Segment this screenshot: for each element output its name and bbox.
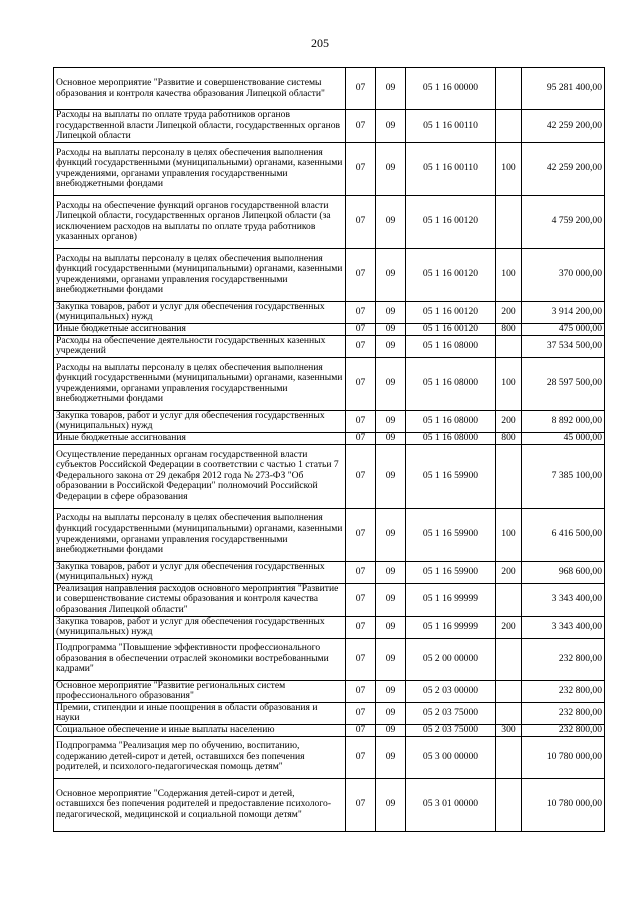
table-row: [54, 583, 605, 616]
table-row: [54, 142, 605, 195]
row-subsection: 09: [376, 561, 406, 583]
row-section: 07: [346, 616, 376, 638]
table-row: [54, 736, 605, 778]
row-expense-type: 300: [496, 725, 522, 737]
row-expense-type: 200: [496, 410, 522, 432]
row-amount: 968 600,00: [522, 561, 605, 583]
row-section: 07: [346, 725, 376, 737]
row-target-article: 05 1 16 00120: [406, 301, 496, 323]
table-row: [54, 323, 605, 335]
row-amount: 232 800,00: [522, 725, 605, 737]
row-section: 07: [346, 248, 376, 301]
table-row: [54, 68, 605, 110]
row-subsection: 09: [376, 616, 406, 638]
row-section: 07: [346, 68, 376, 110]
row-subsection: 09: [376, 323, 406, 335]
row-amount: 3 914 200,00: [522, 301, 605, 323]
row-target-article: 05 2 03 75000: [406, 702, 496, 724]
table-row: [54, 725, 605, 737]
row-amount: 7 385 100,00: [522, 444, 605, 508]
row-subsection: 09: [376, 725, 406, 737]
row-target-article: 05 3 00 00000: [406, 736, 496, 778]
row-expense-type: [496, 638, 522, 680]
row-subsection: 09: [376, 410, 406, 432]
row-name: Расходы на выплаты персоналу в целях обеспечения выполнения функций государственными (муниципальными) органами, казенными учреждениями, органами управления государственными внебюджетными фондами: [54, 248, 346, 301]
table-row: [54, 508, 605, 561]
row-name: Реализация направления расходов основного мероприятия "Развитие и совершенствование системы образования и контроля качества образования Липецкой области": [54, 583, 346, 616]
row-target-article: 05 1 16 08000: [406, 432, 496, 444]
row-target-article: 05 1 16 08000: [406, 335, 496, 357]
row-name: Основное мероприятие "Развитие региональных систем профессионального образования": [54, 680, 346, 702]
row-section: 07: [346, 702, 376, 724]
row-name: Основное мероприятие "Содержания детей-сирот и детей, оставшихся без попечения родителей и предоставление психолого-педагогической, медицинской и социальной помощи детям": [54, 778, 346, 831]
row-expense-type: [496, 680, 522, 702]
row-expense-type: 200: [496, 616, 522, 638]
row-amount: 28 597 500,00: [522, 357, 605, 410]
row-expense-type: [496, 736, 522, 778]
row-name: Подпрограмма "Реализация мер по обучению, воспитанию, содержанию детей-сирот и детей, оставшихся без попечения родителей, и психолого-педагогическая помощь детям": [54, 736, 346, 778]
row-target-article: 05 1 16 00110: [406, 110, 496, 143]
row-section: 07: [346, 410, 376, 432]
row-subsection: 09: [376, 638, 406, 680]
row-name: Подпрограмма "Повышение эффективности профессионального образования в обеспечении отраслей экономики востребованными кадрами": [54, 638, 346, 680]
table-row: [54, 616, 605, 638]
row-section: 07: [346, 301, 376, 323]
row-name: Расходы на выплаты по оплате труда работников органов государственной власти Липецкой области, государственных органов Липецкой области: [54, 110, 346, 143]
row-section: 07: [346, 680, 376, 702]
row-subsection: 09: [376, 444, 406, 508]
table-row: [54, 335, 605, 357]
row-name: Осуществление переданных органам государственной власти субъектов Российской Федерации в соответствии с частью 1 статьи 7 Федерального закона от 29 декабря 2012 года № 273-ФЗ "Об образовании в Российской Федерации" полномочий Российской Федерации в сфере образования: [54, 444, 346, 508]
table-row: [54, 410, 605, 432]
row-subsection: 09: [376, 680, 406, 702]
row-amount: 42 259 200,00: [522, 142, 605, 195]
row-target-article: 05 1 16 00120: [406, 323, 496, 335]
row-section: 07: [346, 357, 376, 410]
row-expense-type: [496, 68, 522, 110]
row-expense-type: 800: [496, 432, 522, 444]
row-section: 07: [346, 323, 376, 335]
row-section: 07: [346, 110, 376, 143]
row-amount: 4 759 200,00: [522, 195, 605, 248]
row-subsection: 09: [376, 142, 406, 195]
row-target-article: 05 1 16 00120: [406, 248, 496, 301]
row-target-article: 05 2 00 00000: [406, 638, 496, 680]
row-subsection: 09: [376, 301, 406, 323]
budget-table: [53, 67, 605, 832]
row-subsection: 09: [376, 335, 406, 357]
row-target-article: 05 1 16 00120: [406, 195, 496, 248]
row-name: Социальное обеспечение и иные выплаты населению: [54, 725, 346, 737]
row-target-article: 05 1 16 59900: [406, 561, 496, 583]
row-subsection: 09: [376, 68, 406, 110]
row-amount: 10 780 000,00: [522, 736, 605, 778]
table-row: [54, 702, 605, 724]
row-amount: 45 000,00: [522, 432, 605, 444]
row-section: 07: [346, 444, 376, 508]
row-name: Расходы на выплаты персоналу в целях обеспечения выполнения функций государственными (муниципальными) органами, казенными учреждениями, органами управления государственными внебюджетными фондами: [54, 142, 346, 195]
row-section: 07: [346, 142, 376, 195]
row-expense-type: [496, 702, 522, 724]
row-expense-type: [496, 195, 522, 248]
row-expense-type: [496, 110, 522, 143]
row-expense-type: 800: [496, 323, 522, 335]
row-subsection: 09: [376, 508, 406, 561]
row-target-article: 05 1 16 00000: [406, 68, 496, 110]
row-target-article: 05 1 16 59900: [406, 444, 496, 508]
row-expense-type: 200: [496, 561, 522, 583]
row-amount: 37 534 500,00: [522, 335, 605, 357]
row-target-article: 05 2 03 75000: [406, 725, 496, 737]
row-amount: 3 343 400,00: [522, 616, 605, 638]
row-subsection: 09: [376, 778, 406, 831]
row-target-article: 05 2 03 00000: [406, 680, 496, 702]
row-target-article: 05 1 16 99999: [406, 583, 496, 616]
row-subsection: 09: [376, 583, 406, 616]
row-expense-type: [496, 778, 522, 831]
row-section: 07: [346, 195, 376, 248]
row-name: Расходы на обеспечение деятельности государственных казенных учреждений: [54, 335, 346, 357]
row-amount: 10 780 000,00: [522, 778, 605, 831]
row-target-article: 05 1 16 59900: [406, 508, 496, 561]
row-expense-type: 100: [496, 142, 522, 195]
row-name: Иные бюджетные ассигнования: [54, 432, 346, 444]
row-section: 07: [346, 432, 376, 444]
row-amount: 3 343 400,00: [522, 583, 605, 616]
row-section: 07: [346, 778, 376, 831]
row-expense-type: [496, 444, 522, 508]
row-expense-type: 200: [496, 301, 522, 323]
row-section: 07: [346, 508, 376, 561]
row-amount: 6 416 500,00: [522, 508, 605, 561]
row-name: Расходы на обеспечение функций органов государственной власти Липецкой области, государственных органов Липецкой области (за исключением расходов на выплаты по оплате труда работников указанных органов): [54, 195, 346, 248]
row-expense-type: [496, 583, 522, 616]
row-subsection: 09: [376, 702, 406, 724]
table-row: [54, 680, 605, 702]
table-row: [54, 638, 605, 680]
row-amount: 8 892 000,00: [522, 410, 605, 432]
table-row: [54, 444, 605, 508]
row-name: Закупка товаров, работ и услуг для обеспечения государственных (муниципальных) нужд: [54, 616, 346, 638]
table-row: [54, 301, 605, 323]
row-amount: 232 800,00: [522, 638, 605, 680]
table-row: [54, 248, 605, 301]
row-amount: 232 800,00: [522, 680, 605, 702]
table-row: [54, 432, 605, 444]
row-expense-type: 100: [496, 248, 522, 301]
row-amount: 370 000,00: [522, 248, 605, 301]
row-name: Основное мероприятие "Развитие и совершенствование системы образования и контроля качества образования Липецкой области": [54, 68, 346, 110]
row-subsection: 09: [376, 736, 406, 778]
row-amount: 42 259 200,00: [522, 110, 605, 143]
row-name: Расходы на выплаты персоналу в целях обеспечения выполнения функций государственными (муниципальными) органами, казенными учреждениями, органами управления государственными внебюджетными фондами: [54, 357, 346, 410]
row-amount: 95 281 400,00: [522, 68, 605, 110]
row-name: Иные бюджетные ассигнования: [54, 323, 346, 335]
row-name: Закупка товаров, работ и услуг для обеспечения государственных (муниципальных) нужд: [54, 561, 346, 583]
row-subsection: 09: [376, 432, 406, 444]
row-name: Премии, стипендии и иные поощрения в области образования и науки: [54, 702, 346, 724]
page-number: 205: [311, 36, 329, 50]
row-name: Расходы на выплаты персоналу в целях обеспечения выполнения функций государственными (муниципальными) органами, казенными учреждениями, органами управления государственными внебюджетными фондами: [54, 508, 346, 561]
row-section: 07: [346, 583, 376, 616]
row-section: 07: [346, 335, 376, 357]
row-subsection: 09: [376, 195, 406, 248]
row-section: 07: [346, 736, 376, 778]
table-row: [54, 357, 605, 410]
row-target-article: 05 1 16 08000: [406, 357, 496, 410]
row-section: 07: [346, 638, 376, 680]
row-subsection: 09: [376, 357, 406, 410]
row-expense-type: 100: [496, 357, 522, 410]
row-subsection: 09: [376, 248, 406, 301]
table-row: [54, 195, 605, 248]
row-name: Закупка товаров, работ и услуг для обеспечения государственных (муниципальных) нужд: [54, 410, 346, 432]
row-target-article: 05 1 16 99999: [406, 616, 496, 638]
row-amount: 475 000,00: [522, 323, 605, 335]
row-target-article: 05 3 01 00000: [406, 778, 496, 831]
row-subsection: 09: [376, 110, 406, 143]
budget-table-body: [54, 68, 605, 832]
row-expense-type: [496, 335, 522, 357]
row-target-article: 05 1 16 00110: [406, 142, 496, 195]
table-row: [54, 778, 605, 831]
row-amount: 232 800,00: [522, 702, 605, 724]
row-section: 07: [346, 561, 376, 583]
table-row: [54, 561, 605, 583]
row-expense-type: 100: [496, 508, 522, 561]
row-target-article: 05 1 16 08000: [406, 410, 496, 432]
table-row: [54, 110, 605, 143]
row-name: Закупка товаров, работ и услуг для обеспечения государственных (муниципальных) нужд: [54, 301, 346, 323]
